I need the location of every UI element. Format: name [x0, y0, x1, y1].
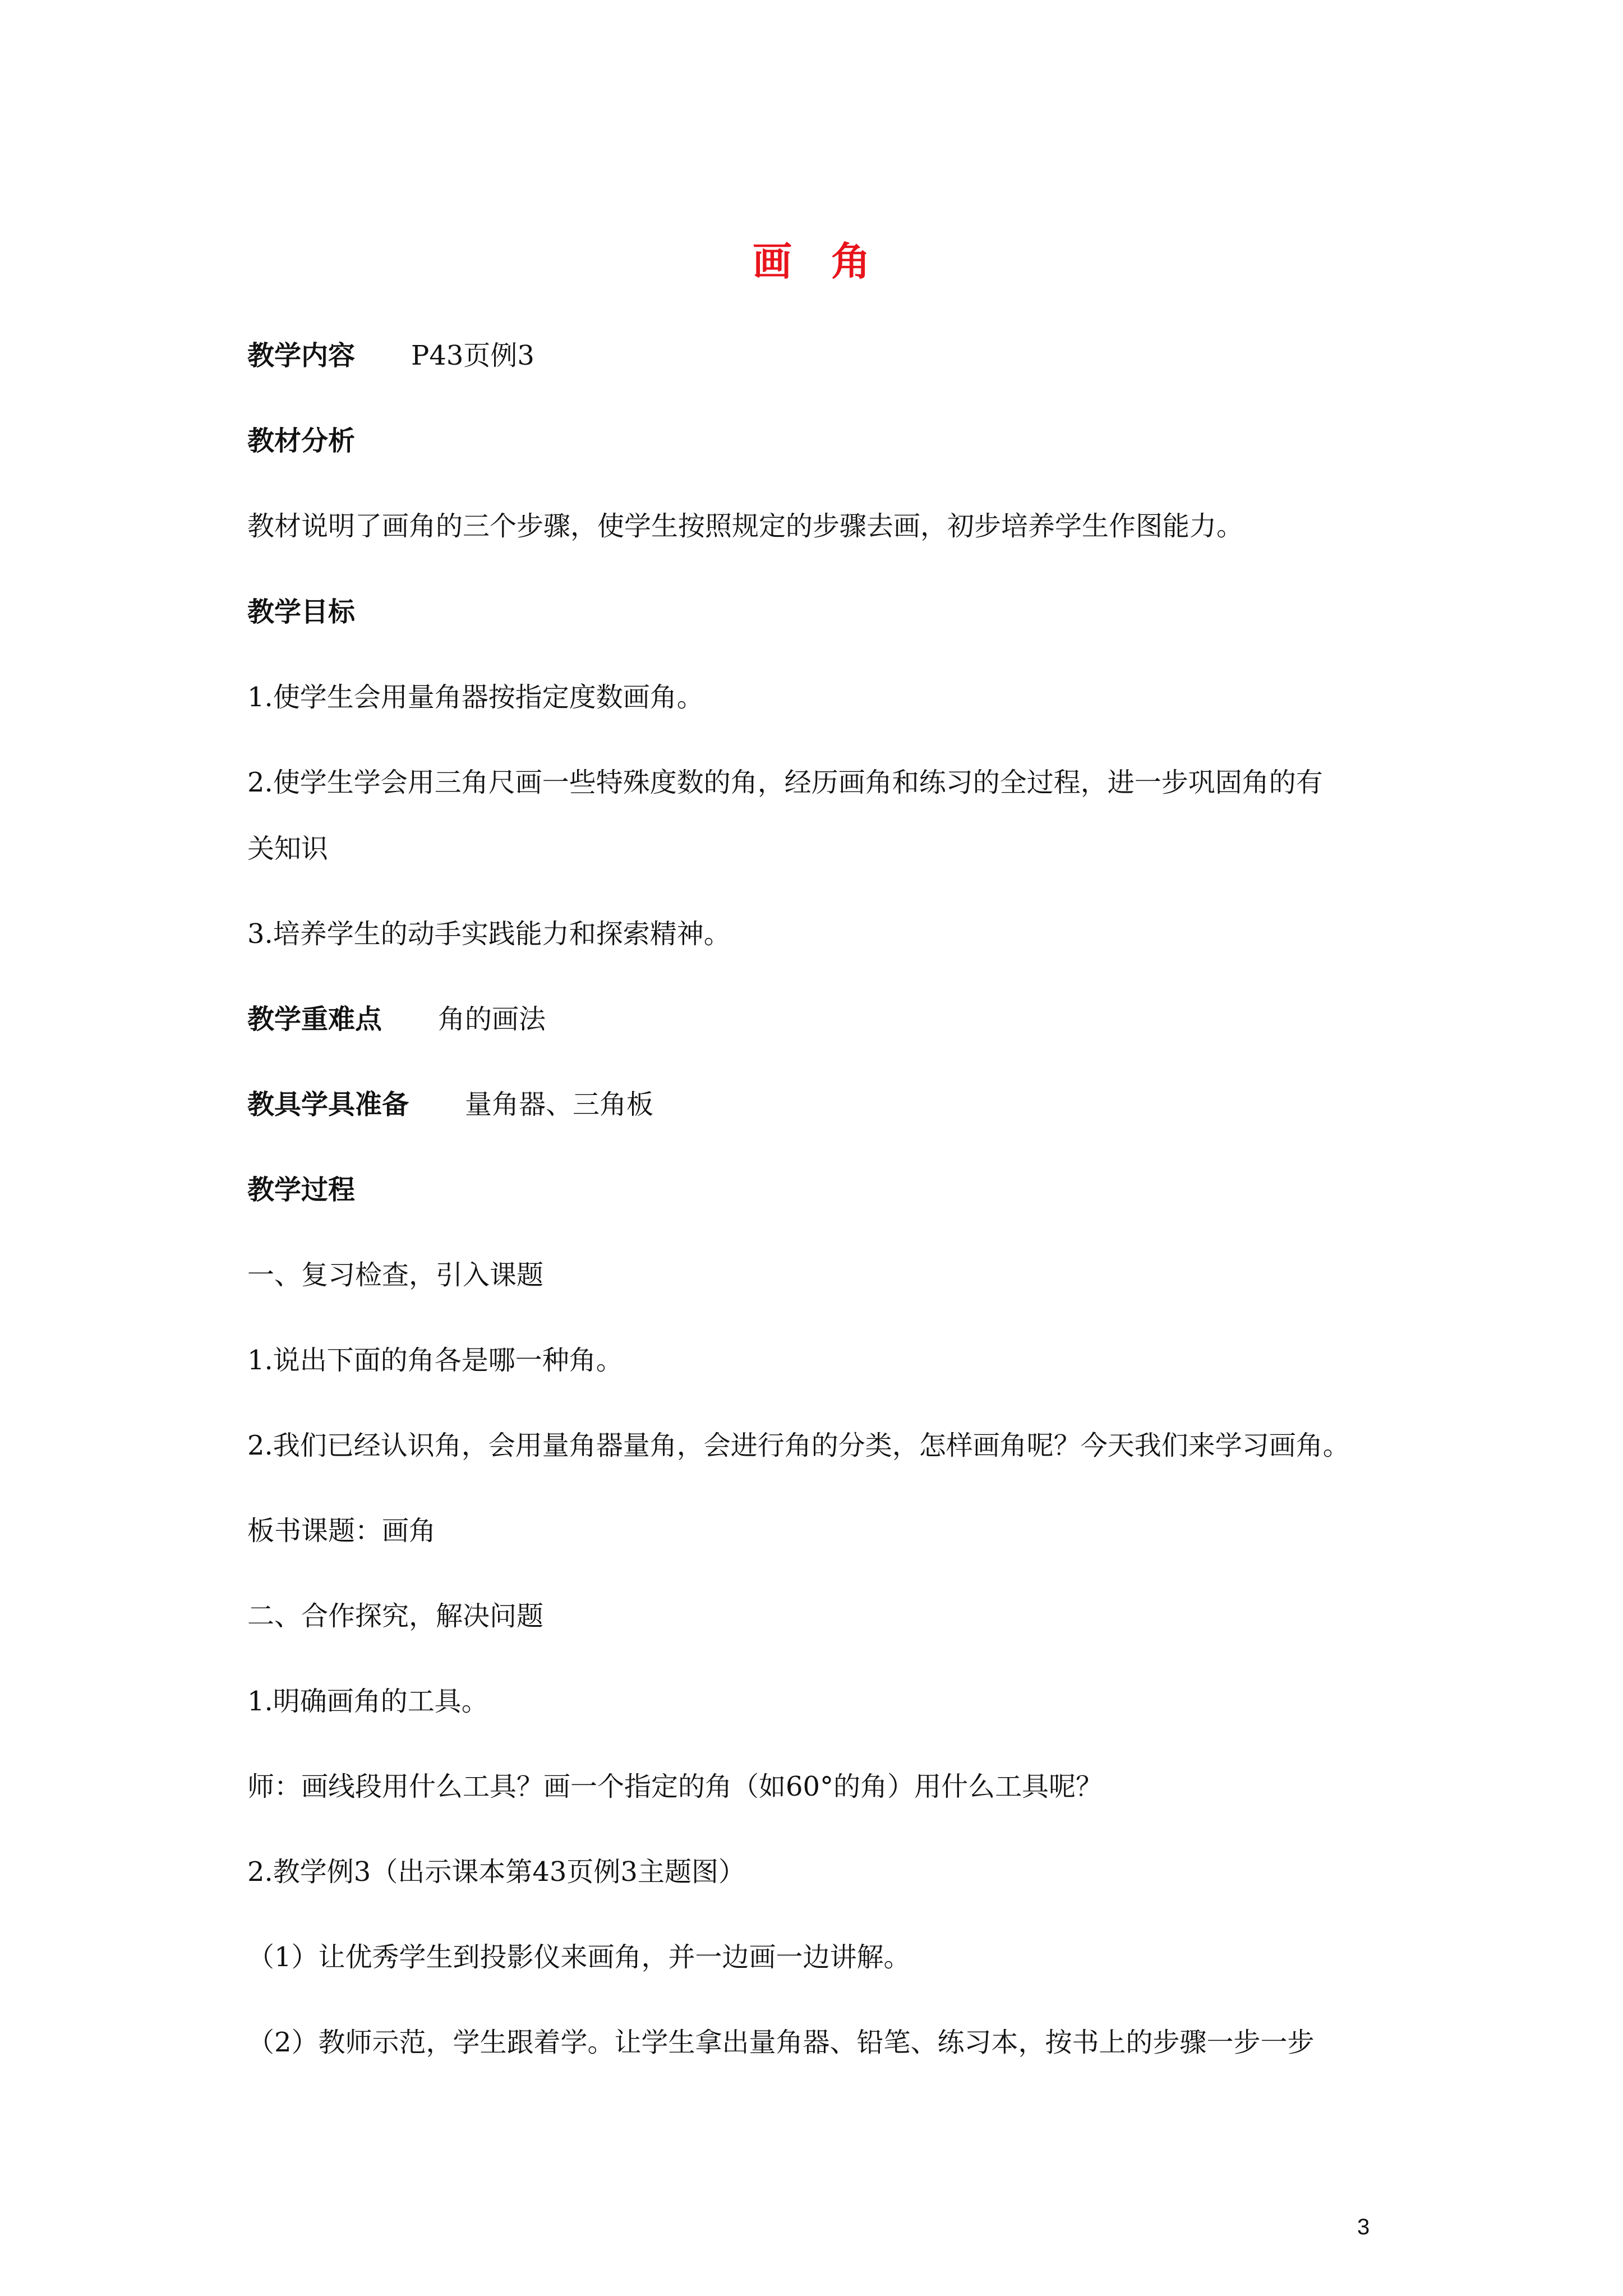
process-item: 一、复习检查，引入课题	[247, 1259, 544, 1291]
content-row	[247, 338, 1391, 374]
content-value: P43页例3	[411, 340, 534, 371]
tools-value: 量角器、三角板	[465, 1089, 654, 1120]
key-points-row	[247, 1001, 1391, 1037]
goal-item: 2.使学生学会用三角尺画一些特殊度数的角，经历画角和练习的全过程，进一步巩固角的有	[247, 767, 1323, 798]
process-item: 2.教学例3（出示课本第43页例3主题图）	[247, 1856, 745, 1888]
goal-item: 1.使学生会用量角器按指定度数画角。	[247, 682, 704, 713]
key-points-label: 教学重难点	[247, 1004, 382, 1035]
goal-item: 3.培养学生的动手实践能力和探索精神。	[247, 918, 731, 950]
page-number: 3	[1357, 2215, 1370, 2239]
analysis-text: 教材说明了画角的三个步骤，使学生按照规定的步骤去画，初步培养学生作图能力。	[247, 510, 1244, 542]
process-item: 二、合作探究，解决问题	[247, 1600, 544, 1632]
goals-heading: 教学目标	[247, 596, 356, 628]
process-item: 板书课题：画角	[247, 1515, 436, 1547]
process-heading: 教学过程	[247, 1174, 356, 1205]
process-item: （2）教师示范，学生跟着学。让学生拿出量角器、铅笔、练习本，按书上的步骤一步一步	[247, 2027, 1315, 2058]
tools-label: 教具学具准备	[247, 1089, 409, 1120]
process-item: 师：画线段用什么工具？画一个指定的角（如60°的角）用什么工具呢？	[247, 1771, 1103, 1802]
analysis-heading: 教材分析	[247, 425, 356, 457]
process-item: 1.明确画角的工具。	[247, 1686, 488, 1717]
process-item: 1.说出下面的角各是哪一种角。	[247, 1345, 623, 1376]
process-item: （1）让优秀学生到投影仪来画角，并一边画一边讲解。	[247, 1941, 911, 1973]
process-item: 2.我们已经认识角，会用量角器量角，会进行角的分类，怎样画角呢？今天我们来学习画角。	[247, 1430, 1350, 1461]
goal-item-continuation: 关知识	[247, 833, 329, 864]
content-label: 教学内容	[247, 340, 356, 371]
tools-row	[247, 1087, 1391, 1122]
key-points-value: 角的画法	[438, 1004, 546, 1035]
document-title: 画角	[753, 238, 910, 284]
